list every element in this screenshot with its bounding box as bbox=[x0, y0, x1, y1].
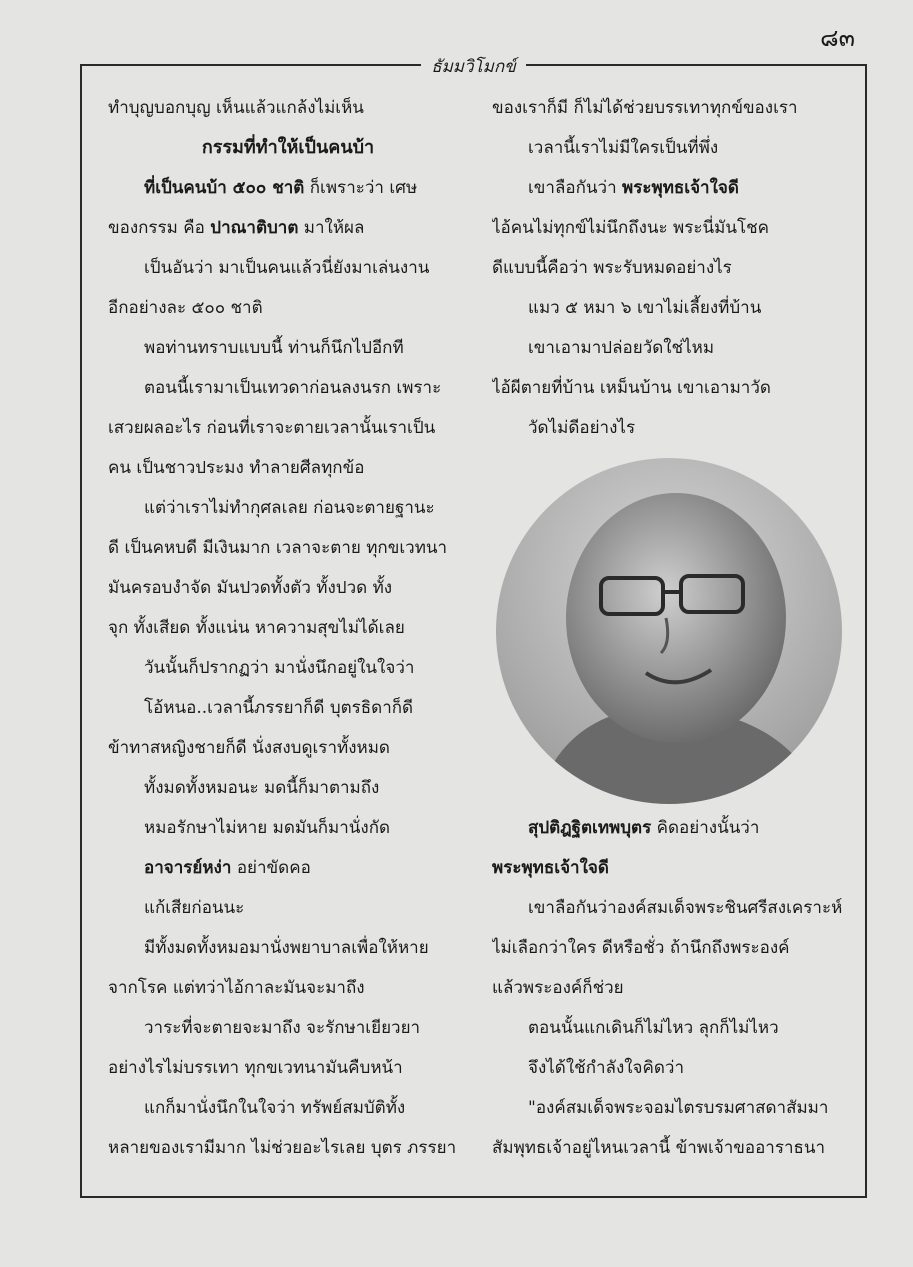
text-line: แต่ว่าเราไม่ทำกุศลเลย ก่อนจะตายฐานะ bbox=[144, 498, 435, 518]
text-line: เป็นอันว่า มาเป็นคนแล้วนี่ยังมาเล่นงาน bbox=[144, 258, 430, 278]
text-line: แก้เสียก่อนนะ bbox=[144, 898, 245, 918]
text-line: วัดไม่ดีอย่างไร bbox=[528, 418, 636, 438]
bold-phrase: อาจารย์หง่า bbox=[144, 858, 232, 878]
text-line: มันครอบงำจัด มันปวดทั้งตัว ทั้งปวด ทั้ง bbox=[108, 578, 393, 598]
text-line: ทำบุญบอกบุญ เห็นแล้วแกล้งไม่เห็น bbox=[108, 98, 364, 118]
right-column-top bbox=[492, 88, 852, 448]
text-line: พอท่านทราบแบบนี้ ท่านก็นึกไปอีกที bbox=[144, 338, 404, 358]
monk-portrait-image bbox=[496, 458, 842, 804]
text-line: จากโรค แต่ทว่าไอ้กาละมันจะมาถึง bbox=[108, 978, 365, 998]
left-column bbox=[108, 88, 468, 1168]
bold-phrase: ที่เป็นคนบ้า ๕๐๐ ชาติ bbox=[144, 178, 305, 198]
text-line: ดี เป็นคหบดี มีเงินมาก เวลาจะตาย ทุกขเวทนา bbox=[108, 538, 448, 558]
text-line: ข้าทาสหญิงชายก็ดี นั่งสงบดูเราทั้งหมด bbox=[108, 738, 390, 758]
text-line: ไอ้ผีตายที่บ้าน เหม็นบ้าน เขาเอามาวัด bbox=[492, 378, 771, 398]
page-number: ๘๓ bbox=[820, 24, 855, 52]
text-line: ดีแบบนี้คือว่า พระรับหมดอย่างไร bbox=[492, 258, 732, 278]
text-line: หลายของเรามีมาก ไม่ช่วยอะไรเลย บุตร ภรรยา bbox=[108, 1138, 457, 1158]
text-line: จึงได้ใช้กำลังใจคิดว่า bbox=[528, 1058, 685, 1078]
text-line: อีกอย่างละ ๕๐๐ ชาติ bbox=[108, 298, 263, 318]
text-line: ที่เป็นคนบ้า ๕๐๐ ชาติ ก็เพราะว่า เศษ bbox=[144, 178, 418, 198]
text-line: เขาลือกันว่าองค์สมเด็จพระชินศรีสงเคราะห์ bbox=[528, 898, 843, 918]
text-line: สัมพุทธเจ้าอยู่ไหนเวลานี้ ข้าพเจ้าขออาราธนา bbox=[492, 1138, 826, 1158]
text-line: ไอ้คนไม่ทุกข์ไม่นึกถึงนะ พระนี่มันโชค bbox=[492, 218, 770, 238]
text-line: ทั้งมดทั้งหมอนะ มดนี้ก็มาตามถึง bbox=[144, 778, 380, 798]
text-line bbox=[492, 848, 852, 888]
bold-phrase: สุปติฎฐิตเทพบุตร bbox=[528, 818, 652, 838]
text-line: เสวยผลอะไร ก่อนที่เราจะตายเวลานั้นเราเป็น bbox=[108, 418, 436, 438]
text-line: แล้วพระองค์ก็ช่วย bbox=[492, 978, 624, 998]
text-line: ไม่เลือกว่าใคร ดีหรือชั่ว ถ้านึกถึงพระองค์ bbox=[492, 938, 790, 958]
text-line: เขาลือกันว่า พระพุทธเจ้าใจดี bbox=[528, 178, 739, 198]
text-line: สุปติฎฐิตเทพบุตร คิดอย่างนั้นว่า bbox=[528, 818, 760, 838]
text-line: อาจารย์หง่า อย่าขัดคอ bbox=[144, 858, 311, 878]
text-line: โอ้หนอ..เวลานี้ภรรยาก็ดี บุตรธิดาก็ดี bbox=[144, 698, 414, 718]
text-line: วันนั้นก็ปรากฏว่า มานั่งนึกอยู่ในใจว่า bbox=[144, 658, 415, 678]
text-line: คน เป็นชาวประมง ทำลายศีลทุกข้อ bbox=[108, 458, 365, 478]
running-header bbox=[82, 53, 865, 80]
text-line: แกก็มานั่งนึกในใจว่า ทรัพย์สมบัติทั้ง bbox=[144, 1098, 406, 1118]
text-line: ตอนนี้เรามาเป็นเทวดาก่อนลงนรก เพราะ bbox=[144, 378, 442, 398]
text-line: วาระที่จะตายจะมาถึง จะรักษาเยียวยา bbox=[144, 1018, 421, 1038]
text-line: แมว ๕ หมา ๖ เขาไม่เลี้ยงที่บ้าน bbox=[528, 298, 762, 318]
text-line: ของเราก็มี ก็ไม่ได้ช่วยบรรเทาทุกข์ของเรา bbox=[492, 98, 798, 118]
text-line: มีทั้งมดทั้งหมอมานั่งพยาบาลเพื่อให้หาย bbox=[144, 938, 429, 958]
bold-phrase: พระพุทธเจ้าใจดี bbox=[622, 178, 739, 198]
text-line: เวลานี้เราไม่มีใครเป็นที่พึ่ง bbox=[528, 138, 719, 158]
right-column-bottom bbox=[492, 808, 852, 1168]
text-line: ตอนนั้นแกเดินก็ไม่ไหว ลุกก็ไม่ไหว bbox=[528, 1018, 779, 1038]
text-line: ของกรรม คือ ปาณาติบาต มาให้ผล bbox=[108, 218, 365, 238]
bold-phrase: ปาณาติบาต bbox=[210, 218, 299, 238]
running-header-title: ธัมมวิโมกข์ bbox=[421, 57, 526, 77]
text-line: "องค์สมเด็จพระจอมไตรบรมศาสดาสัมมา bbox=[528, 1098, 829, 1118]
text-line: กรรมที่ทำให้เป็นคนบ้า bbox=[201, 137, 375, 158]
bold-phrase: พระพุทธเจ้าใจดี bbox=[492, 858, 609, 878]
monk-portrait-photo bbox=[496, 458, 842, 804]
text-line: อย่างไรไม่บรรเทา ทุกขเวทนามันคืบหน้า bbox=[108, 1058, 403, 1078]
text-line: หมอรักษาไม่หาย มดมันก็มานั่งกัด bbox=[144, 818, 391, 838]
text-line: จุก ทั้งเสียด ทั้งแน่น หาความสุขไม่ได้เลย bbox=[108, 618, 405, 638]
text-line: เขาเอามาปล่อยวัดใช่ไหม bbox=[528, 338, 715, 358]
